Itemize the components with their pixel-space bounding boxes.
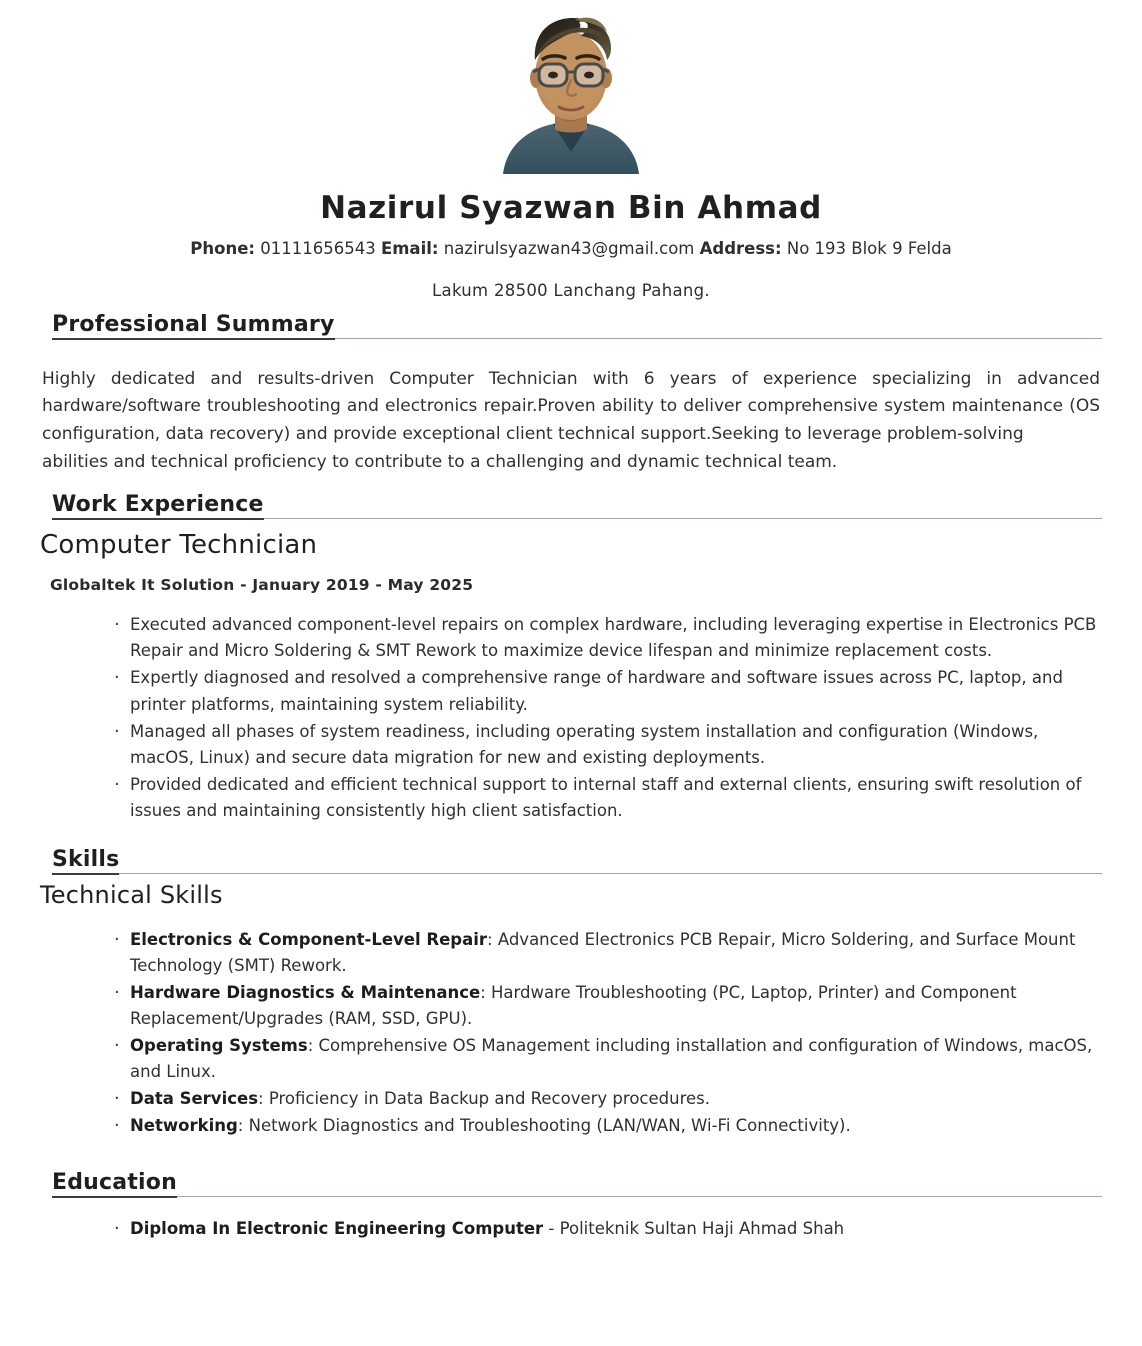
- skills-heading-rule: [52, 873, 1102, 874]
- email-value: nazirulsyazwan43@gmail.com: [443, 239, 695, 258]
- photo-container: [40, 0, 1102, 174]
- section-skills: [40, 847, 1102, 1140]
- phone-label: Phone:: [190, 239, 255, 258]
- candidate-name: Nazirul Syazwan Bin Ahmad: [320, 190, 822, 226]
- contact-line-2: Lakum 28500 Lanchang Pahang.: [432, 280, 710, 300]
- skill-text: : Network Diagnostics and Troubleshooting (LAN/WAN, Wi-Fi Connectivity).: [237, 1116, 851, 1136]
- institution-text: - Politeknik Sultan Haji Ahmad Shah: [543, 1219, 845, 1239]
- job-company-dates: Globaltek It Solution - January 2019 - May 2025: [50, 576, 474, 595]
- work-bullet-list: [40, 612, 1102, 824]
- skill-label: Networking: [130, 1116, 238, 1136]
- list-item: [110, 980, 1102, 1032]
- email-label: Email:: [380, 239, 439, 258]
- education-heading-text: Education: [52, 1170, 177, 1198]
- summary-heading-text: Professional Summary: [52, 312, 335, 340]
- skill-label: Data Services: [130, 1089, 259, 1109]
- list-item: [110, 1113, 1102, 1139]
- summary-heading: [40, 312, 1102, 340]
- technical-skills-subheading: Technical Skills: [40, 880, 223, 909]
- list-item: [110, 1216, 1102, 1242]
- contact-line-1: [40, 241, 1102, 258]
- skill-text: : Proficiency in Data Backup and Recovery procedures.: [258, 1089, 710, 1109]
- section-education: [40, 1170, 1102, 1242]
- education-heading: [40, 1170, 1102, 1198]
- skill-text: : Advanced Electronics PCB Repair, Micro Soldering, and Surface Mount Technology (SMT) Rework.: [130, 929, 1076, 975]
- section-professional-summary: [40, 312, 1102, 477]
- skills-heading-text: Skills: [52, 847, 119, 875]
- skill-label: Operating Systems: [130, 1036, 308, 1056]
- skills-heading: [40, 847, 1102, 875]
- work-heading: [40, 492, 1102, 520]
- summary-body: [40, 366, 1102, 477]
- list-item: · Provided dedicated and efficient technical support to internal staff and external clients, ensuring swift resolution of issues and maintaining consistently high client satisfaction.: [110, 772, 1102, 824]
- degree-label: Diploma In Electronic Engineering Computer: [130, 1219, 544, 1239]
- education-bullet-list: [40, 1216, 1102, 1242]
- list-item: [110, 927, 1102, 979]
- skill-label: Hardware Diagnostics & Maintenance: [130, 982, 481, 1002]
- skill-text: : Hardware Troubleshooting (PC, Laptop, Printer) and Component Replacement/Upgrades (RAM, SSD, GPU).: [130, 982, 1017, 1028]
- skills-bullet-list: [40, 927, 1102, 1140]
- job-title: Computer Technician: [40, 530, 318, 561]
- section-work-experience: [40, 492, 1102, 824]
- list-item: · Expertly diagnosed and resolved a comprehensive range of hardware and software issues across PC, laptop, and printer platforms, maintaining system reliability.: [110, 665, 1102, 717]
- skill-label: Electronics & Component-Level Repair: [130, 929, 488, 949]
- profile-photo: [475, 2, 667, 174]
- skill-text: : Comprehensive OS Management including installation and configuration of Windows, macOS, and Linux.: [130, 1036, 1093, 1082]
- summary-paragraph-last: abilities and technical proficiency to contribute to a challenging and dynamic technical team.: [42, 451, 838, 472]
- list-item: [110, 1033, 1102, 1085]
- summary-paragraph: Highly dedicated and results-driven Computer Technician with 6 years of experience specializing in advanced hardware/software troubleshooting and electronics repair.Proven ability to deliver comprehensive system maintenance (OS configuration, data recovery) and provide exceptional client technical support.Seeking to leverage problem-solving: [42, 368, 1100, 444]
- phone-value: 01111656543: [260, 239, 376, 258]
- address-label: Address:: [699, 239, 782, 258]
- address-value: No 193 Blok 9 Felda: [786, 239, 952, 258]
- education-heading-rule: [52, 1196, 1102, 1197]
- list-item: · Managed all phases of system readiness, including operating system installation and configuration (Windows, macOS, Linux) and secure data migration for new and existing deployments.: [110, 719, 1102, 771]
- list-item: [110, 1086, 1102, 1112]
- list-item: · Executed advanced component-level repairs on complex hardware, including leveraging expertise in Electronics PCB Repair and Micro Soldering & SMT Rework to maximize device lifespan and minimize replacement costs.: [110, 612, 1102, 664]
- work-heading-text: Work Experience: [52, 492, 264, 520]
